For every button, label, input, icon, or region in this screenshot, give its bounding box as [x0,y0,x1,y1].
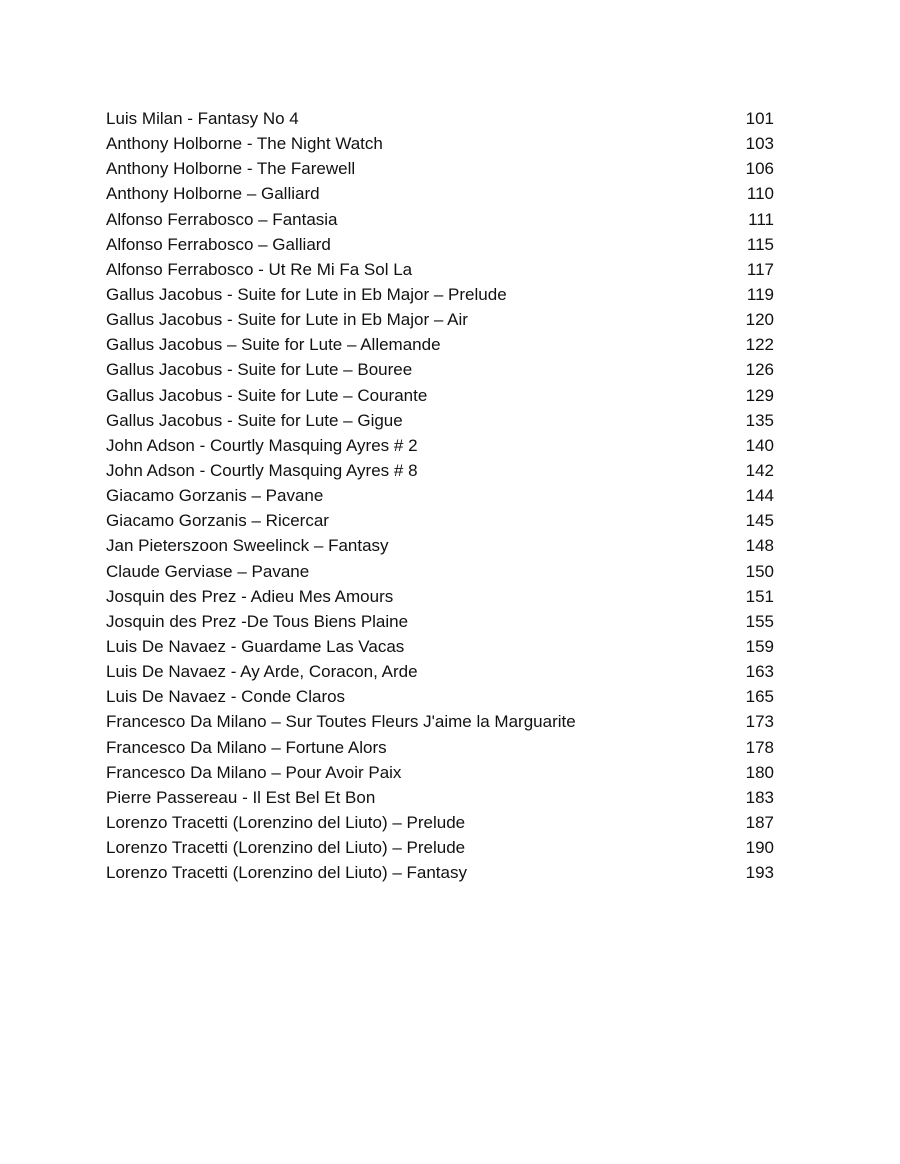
toc-entry-page-number: 129 [745,385,774,405]
toc-entry [106,810,774,835]
toc-entry-page-number: 183 [745,787,774,807]
toc-entry [106,156,774,181]
toc-entry-page-number: 148 [745,536,774,556]
toc-entry [106,735,774,760]
toc-entry [106,408,774,433]
toc-entry-title: Anthony Holborne - The Night Watch [106,134,383,154]
toc-entry-page-number: 163 [745,662,774,682]
toc-entry-title: Gallus Jacobus – Suite for Lute – Allemande [106,335,441,355]
toc-entry-title: Gallus Jacobus - Suite for Lute – Courante [106,385,428,405]
toc-entry [106,533,774,558]
toc-entry-title: Luis De Navaez - Conde Claros [106,687,346,707]
toc-entry-title: Anthony Holborne - The Farewell [106,159,356,179]
toc-entry-title: Gallus Jacobus - Suite for Lute in Eb Major – Air [106,310,468,330]
toc-entry-title: Francesco Da Milano – Fortune Alors [106,737,387,757]
toc-entry-title: John Adson - Courtly Masquing Ayres # 2 [106,435,418,455]
toc-entry-title: Francesco Da Milano – Pour Avoir Paix [106,762,402,782]
toc-entry [106,332,774,357]
toc-entry-page-number: 142 [745,460,774,480]
toc-entry [106,760,774,785]
toc-entry-title: Giacamo Gorzanis – Ricercar [106,511,329,531]
toc-entry [106,634,774,659]
toc-entry-page-number: 101 [745,109,774,128]
toc-entry-title: Luis De Navaez - Guardame Las Vacas [106,636,405,656]
toc-entry [106,835,774,860]
toc-entry [106,684,774,709]
toc-entry-title: Gallus Jacobus - Suite for Lute – Bouree [106,360,413,380]
toc-entry [106,181,774,206]
toc-entry-title: Luis De Navaez - Ay Arde, Coracon, Arde [106,662,418,682]
toc-entry-title: Jan Pieterszoon Sweelinck – Fantasy [106,536,389,556]
toc-entry-title: Francesco Da Milano – Sur Toutes Fleurs J'aime la Marguarite [106,712,576,732]
toc-entry-page-number: 110 [746,184,774,204]
toc-entry [106,207,774,232]
toc-entry-page-number: 145 [745,511,774,531]
toc-entry-page-number: 190 [745,838,774,858]
toc-entry-page-number: 126 [745,360,774,380]
toc-entry-page-number: 106 [745,159,774,179]
toc-entry [106,785,774,810]
toc-entry [106,357,774,382]
toc-entry-title: Gallus Jacobus - Suite for Lute in Eb Major – Prelude [106,284,507,304]
toc-entry-page-number: 117 [746,259,774,279]
toc-entry-title: Alfonso Ferrabosco – Fantasia [106,209,338,229]
toc-entry-page-number: 120 [745,310,774,330]
toc-entry-page-number: 180 [745,762,774,782]
toc-entry [106,458,774,483]
toc-entry [106,282,774,307]
toc-entry-page-number: 111 [748,209,774,229]
toc-entry-title: Alfonso Ferrabosco - Ut Re Mi Fa Sol La [106,259,413,279]
toc-entry [106,483,774,508]
toc-entry-title: Josquin des Prez - Adieu Mes Amours [106,586,394,606]
toc-entry-page-number: 151 [745,586,774,606]
toc-entry-page-number: 187 [745,812,774,832]
toc-entry [106,508,774,533]
toc-entry [106,232,774,257]
toc-entry-title: Lorenzo Tracetti (Lorenzino del Liuto) – Prelude [106,812,466,832]
toc-entry [106,307,774,332]
toc-entry-page-number: 140 [745,435,774,455]
toc-entry-title: Anthony Holborne – Galliard [106,184,320,204]
toc-entry-page-number: 193 [745,863,774,883]
toc-entry-title: Josquin des Prez -De Tous Biens Plaine [106,611,409,631]
toc-entry-page-number: 122 [745,335,774,355]
toc-entry-page-number: 159 [745,636,774,656]
toc-entry [106,709,774,734]
toc-entry [106,106,774,131]
toc-entry-page-number: 144 [745,486,774,506]
toc-entry [106,584,774,609]
toc-entry-title: Gallus Jacobus - Suite for Lute – Gigue [106,410,403,430]
toc-entry-page-number: 165 [745,687,774,707]
toc-entry-title: Luis Milan - Fantasy No 4 [106,109,299,128]
toc-entry-page-number: 173 [745,712,774,732]
toc-entry-title: Lorenzo Tracetti (Lorenzino del Liuto) – Fantasy [106,863,467,883]
toc-entry-title: Alfonso Ferrabosco – Galliard [106,234,331,254]
toc-entry [106,383,774,408]
toc-entry-title: John Adson - Courtly Masquing Ayres # 8 [106,460,418,480]
toc-entry [106,559,774,584]
toc-entry [106,609,774,634]
toc-entry-title: Claude Gerviase – Pavane [106,561,310,581]
toc-entry-page-number: 155 [745,611,774,631]
toc-entry [106,131,774,156]
table-of-contents [106,106,774,885]
toc-entry [106,433,774,458]
toc-entry-title: Giacamo Gorzanis – Pavane [106,486,324,506]
toc-entry-page-number: 150 [745,561,774,581]
toc-entry-page-number: 178 [745,737,774,757]
toc-entry-page-number: 103 [745,134,774,154]
toc-entry-page-number: 119 [746,284,774,304]
toc-entry-title: Lorenzo Tracetti (Lorenzino del Liuto) – Prelude [106,838,466,858]
toc-entry [106,659,774,684]
toc-entry-page-number: 115 [746,234,774,254]
toc-entry [106,257,774,282]
toc-entry [106,860,774,885]
toc-entry-title: Pierre Passereau - Il Est Bel Et Bon [106,787,376,807]
toc-entry-page-number: 135 [745,410,774,430]
